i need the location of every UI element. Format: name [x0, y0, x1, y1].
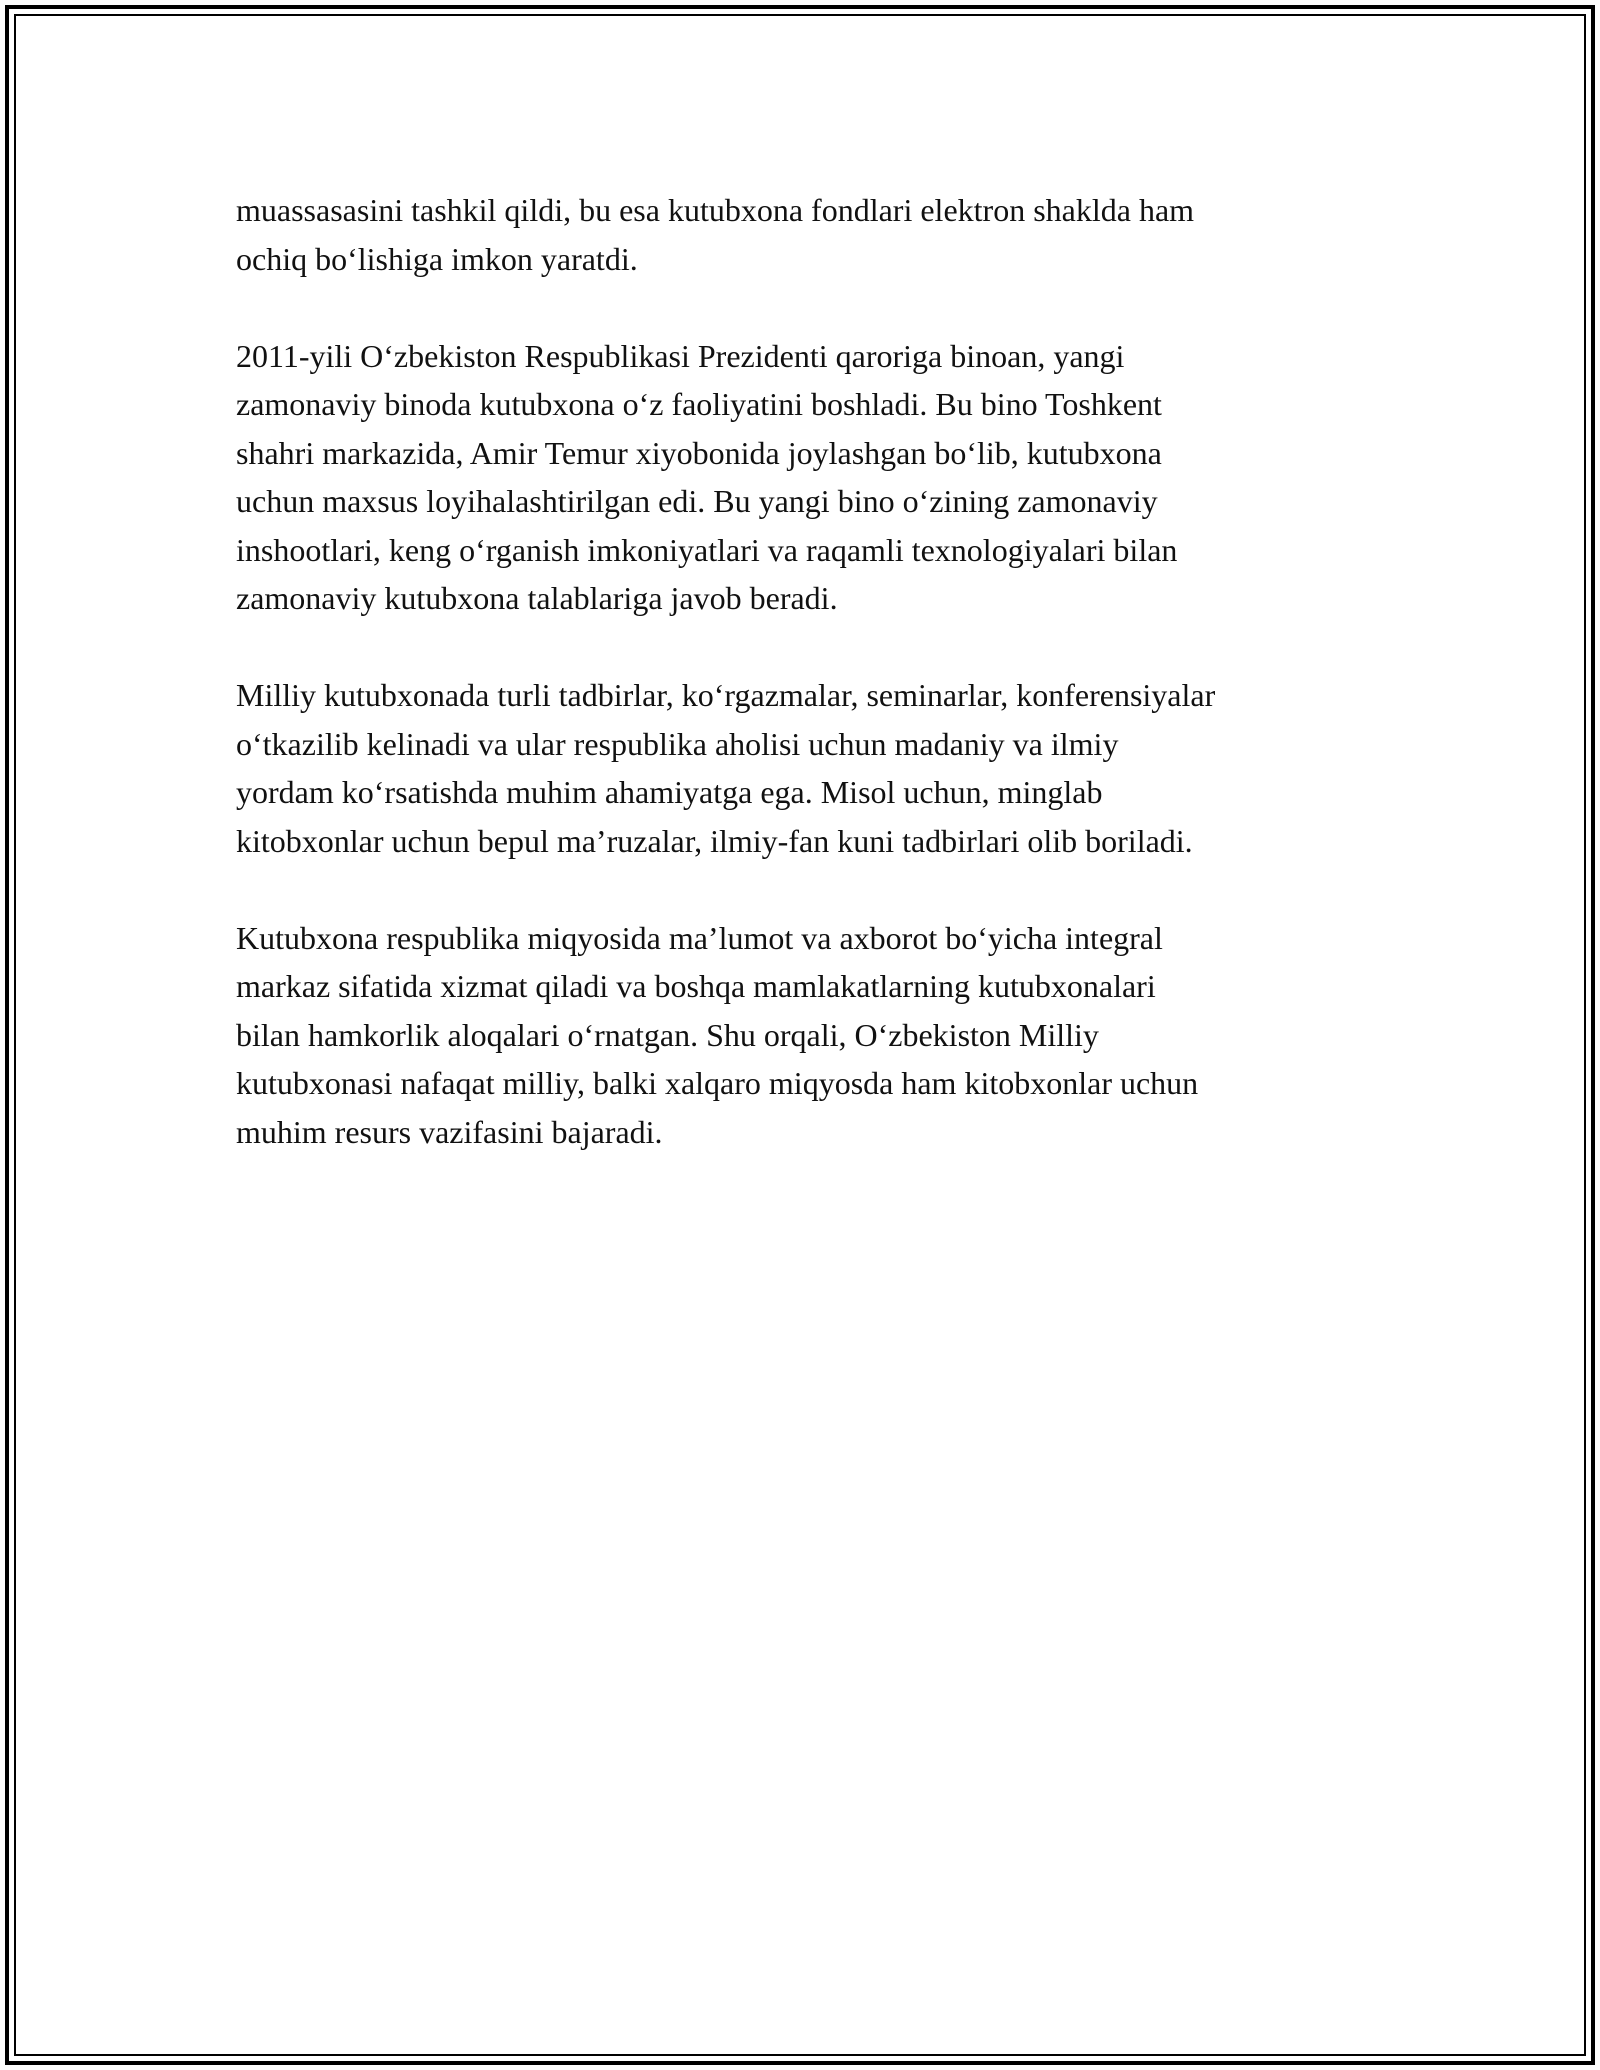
text-line: ochiq bo‘lishiga imkon yaratdi.: [236, 240, 638, 277]
paragraph-2: [236, 332, 1386, 623]
text-line: Milliy kutubxonada turli tadbirlar, ko‘rgazmalar, seminarlar, konferensiyalar: [236, 677, 1216, 713]
document-body: [236, 186, 1386, 1205]
text-line: yordam ko‘rsatishda muhim ahamiyatga ega. Misol uchun, minglab: [236, 774, 1103, 810]
text-line: Kutubxona respublika miqyosida ma’lumot va axborot bo‘yicha integral: [236, 919, 1163, 956]
paragraph-4: [236, 914, 1386, 1157]
text-line: bilan hamkorlik aloqalari o‘rnatgan. Shu orqali, O‘zbekiston Milliy: [236, 1016, 1099, 1053]
text-line: muassasasini tashkil qildi, bu esa kutubxona fondlari elektron shaklda ham: [236, 192, 1195, 228]
text-line: kitobxonlar uchun bepul ma’ruzalar, ilmiy-fan kuni tadbirlari olib boriladi.: [236, 822, 1193, 859]
text-line: 2011-yili O‘zbekiston Respublikasi Prezidenti qaroriga binoan, yangi: [236, 337, 1125, 374]
text-line: shahri markazida, Amir Temur xiyobonida joylashgan bo‘lib, kutubxona: [236, 434, 1162, 471]
paragraph-3: [236, 671, 1386, 865]
text-line: o‘tkazilib kelinadi va ular respublika aholisi uchun madaniy va ilmiy: [236, 725, 1119, 762]
text-line: kutubxonasi nafaqat milliy, balki xalqaro miqyosda ham kitobxonlar uchun: [236, 1065, 1199, 1101]
text-line: muhim resurs vazifasini bajaradi.: [236, 1113, 663, 1150]
text-line: uchun maxsus loyihalashtirilgan edi. Bu yangi bino o‘zining zamonaviy: [236, 483, 1158, 519]
text-line: markaz sifatida xizmat qiladi va boshqa mamlakatlarning kutubxonalari: [236, 968, 1156, 1004]
text-line: inshootlari, keng o‘rganish imkoniyatlari va raqamli texnologiyalari bilan: [236, 531, 1178, 568]
text-line: zamonaviy kutubxona talablariga javob beradi.: [236, 580, 838, 616]
paragraph-1: [236, 186, 1386, 283]
text-line: zamonaviy binoda kutubxona o‘z faoliyatini boshladi. Bu bino Toshkent: [236, 386, 1162, 422]
